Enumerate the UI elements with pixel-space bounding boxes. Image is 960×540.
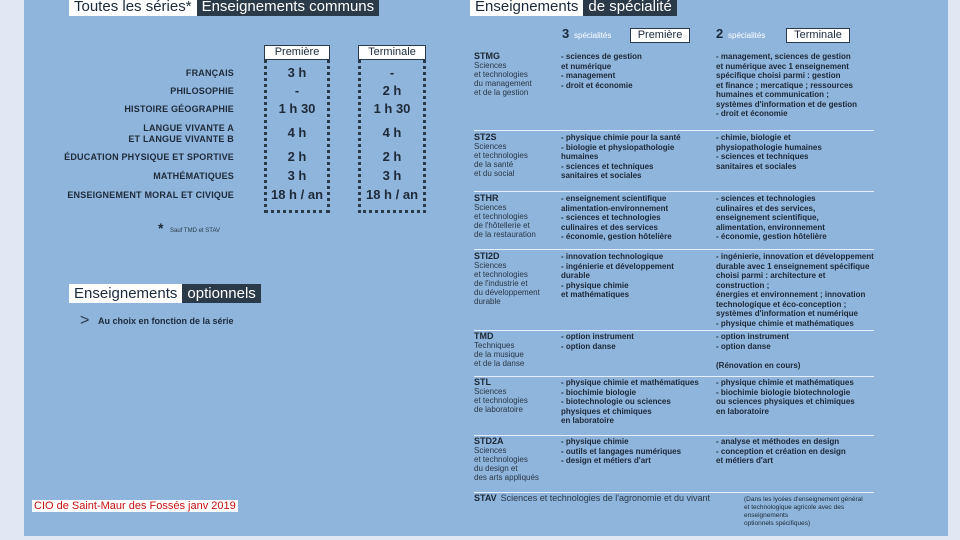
series-code: [474, 252, 559, 306]
series-description: Sciences et technologies du design et des arts appliqués: [474, 446, 539, 482]
premiere-specialities: - physique chimie et mathématiques - biochimie biologie - biotechnologie ou sciences physiques et chimiques en laboratoire: [561, 378, 699, 425]
series-description: Sciences et technologies de l'industrie et du développement durable: [474, 261, 540, 306]
terminale-specialities: - physique chimie et mathématiques - biochimie biologie biotechnologie ou sciences physiques et chimiques en laboratoire: [716, 378, 855, 416]
terminale-specialities: - ingénierie, innovation et développement durable avec 1 enseignement spécifique choisi parmi : architecture et construction ; énergies et environnement ; innovation technologique et éco-conception ; systèmes d'information et numérique - physique chimie et mathématiques: [716, 252, 874, 328]
series-description: Sciences et technologies du management et de la gestion: [474, 61, 532, 97]
premiere-specialities: - option instrument - option danse: [561, 332, 634, 351]
premiere-hours-value: 18 h / an: [270, 187, 324, 202]
terminale-hours-value: 2 h: [382, 149, 402, 164]
series-code-label: STAV: [474, 493, 497, 503]
series-description: Sciences et technologies de laboratoire: [474, 387, 528, 414]
spec-terminale-header: Terminale: [786, 28, 850, 43]
subject-list: [24, 0, 234, 230]
subject-label: ÉDUCATION PHYSIQUE ET SPORTIVE: [64, 152, 234, 162]
premiere-hours-value: 4 h: [287, 125, 307, 140]
premiere-hours-value: 3 h: [287, 65, 307, 80]
terminale-hours-value: 1 h 30: [373, 101, 411, 116]
terminale-specialities: - option instrument - option danse (Rénovation en cours): [716, 332, 801, 370]
premiere-spec-label: spécialités: [574, 31, 612, 40]
common-header-prefix: Toutes les séries*: [69, 0, 197, 16]
premiere-specialities: - innovation technologique - ingénierie et développement durable - physique chimie et mathématiques: [561, 252, 674, 299]
common-header-title: Enseignements communs: [197, 0, 380, 16]
terminale-spec-count: 2: [716, 26, 724, 41]
footnote-star: *: [158, 220, 164, 236]
premiere-hours-value: -: [294, 83, 300, 98]
footnote-text: Sauf TMD et STAV: [170, 228, 221, 234]
premiere-specialities: - physique chimie - outils et langages numériques - design et métiers d'art: [561, 437, 682, 465]
premiere-specialities: - enseignement scientifique alimentation-environnement - sciences et technologies culinaires et des services - économie, gestion hôtelière: [561, 194, 672, 241]
premiere-hours-value: 3 h: [287, 168, 307, 183]
chevron-right-icon: >: [80, 312, 90, 329]
page-margin: [0, 0, 24, 540]
speciality-header: [470, 0, 677, 16]
series-row: [474, 252, 874, 331]
subject-label: LANGUE VIVANTE A ET LANGUE VIVANTE B: [128, 123, 234, 144]
premiere-hours-value: 1 h 30: [278, 101, 316, 116]
series-code-label: STI2D: [474, 251, 500, 261]
terminale-specialities: (Dans les lycées d'enseignement général et technologique agricole avec des enseignements optionnels spécifiques): [744, 496, 863, 527]
series-code: [474, 437, 559, 482]
subject-label: FRANÇAIS: [185, 68, 234, 78]
premiere-spec-count: 3: [562, 26, 570, 41]
series-description: Sciences et technologies de l'agronomie et du vivant: [500, 493, 711, 503]
series-description: Techniques de la musique et de la danse: [474, 341, 525, 368]
document-panel: [24, 0, 948, 536]
premiere-specialities: - physique chimie pour la santé - biologie et physiopathologie humaines - sciences et techniques sanitaires et sociales: [561, 133, 681, 180]
series-code-label: TMD: [474, 331, 494, 341]
series-description: Sciences et technologies de la santé et du social: [474, 142, 528, 178]
series-row: [474, 332, 874, 377]
premiere-hours-value: 2 h: [287, 149, 307, 164]
credit-footer: CIO de Saint-Maur des Fossés janv 2019: [34, 500, 236, 512]
series-code: [474, 332, 559, 368]
terminale-hours: [358, 0, 426, 230]
series-row: [474, 133, 874, 192]
series-row: [474, 437, 874, 493]
subject-label: HISTOIRE GÉOGRAPHIE: [124, 104, 234, 114]
optional-header-prefix: Enseignements: [69, 284, 182, 303]
series-row: [474, 493, 874, 527]
series-row: [474, 194, 874, 250]
terminale-hours-value: 2 h: [382, 83, 402, 98]
terminale-specialities: - chimie, biologie et physiopathologie humaines - sciences et techniques sanitaires et sociales: [716, 133, 822, 171]
subject-label: MATHÉMATIQUES: [153, 171, 234, 181]
series-code: [474, 52, 559, 97]
series-code: [474, 494, 744, 503]
premiere-column-header: Première: [264, 45, 330, 60]
series-row: [474, 52, 874, 131]
terminale-specialities: - sciences et technologies culinaires et des services, enseignement scientifique, alimentation, environnement - économie, gestion hôtelière: [716, 194, 827, 241]
terminale-hours-value: 3 h: [382, 168, 402, 183]
premiere-hours: [264, 0, 330, 230]
terminale-spec-label: spécialités: [728, 31, 766, 40]
speciality-header-title: de spécialité: [583, 0, 676, 16]
series-code: [474, 133, 559, 178]
terminale-hours-value: 18 h / an: [365, 187, 419, 202]
terminale-column-header: Terminale: [358, 45, 426, 60]
series-code-label: STD2A: [474, 436, 504, 446]
terminale-specialities: - analyse et méthodes en design - conception et création en design et métiers d'art: [716, 437, 846, 465]
series-description: Sciences et technologies de l'hôtellerie et de la restauration: [474, 203, 536, 239]
series-code-label: STL: [474, 377, 491, 387]
series-row: [474, 378, 874, 436]
series-code-label: STHR: [474, 193, 499, 203]
series-code-label: ST2S: [474, 132, 497, 142]
terminale-hours-value: -: [389, 65, 395, 80]
subject-label: PHILOSOPHIE: [170, 86, 234, 96]
speciality-header-prefix: Enseignements: [470, 0, 583, 16]
terminale-hours-value: 4 h: [382, 125, 402, 140]
terminale-specialities: - management, sciences de gestion et numérique avec 1 enseignement spécifique choisi parmi : gestion et finance ; mercatique ; ressources humaines et communication ; systèmes d'information et de gestion - droit et économie: [716, 52, 858, 118]
subject-label: ENSEIGNEMENT MORAL ET CIVIQUE: [67, 190, 234, 200]
spec-premiere-header: Première: [630, 28, 690, 43]
optional-header: [69, 284, 261, 303]
series-code: [474, 194, 559, 239]
optional-item-text: Au choix en fonction de la série: [98, 316, 234, 326]
series-code-label: STMG: [474, 51, 500, 61]
series-code: [474, 378, 559, 414]
premiere-specialities: - sciences de gestion et numérique - management - droit et économie: [561, 52, 642, 90]
optional-header-title: optionnels: [182, 284, 260, 303]
